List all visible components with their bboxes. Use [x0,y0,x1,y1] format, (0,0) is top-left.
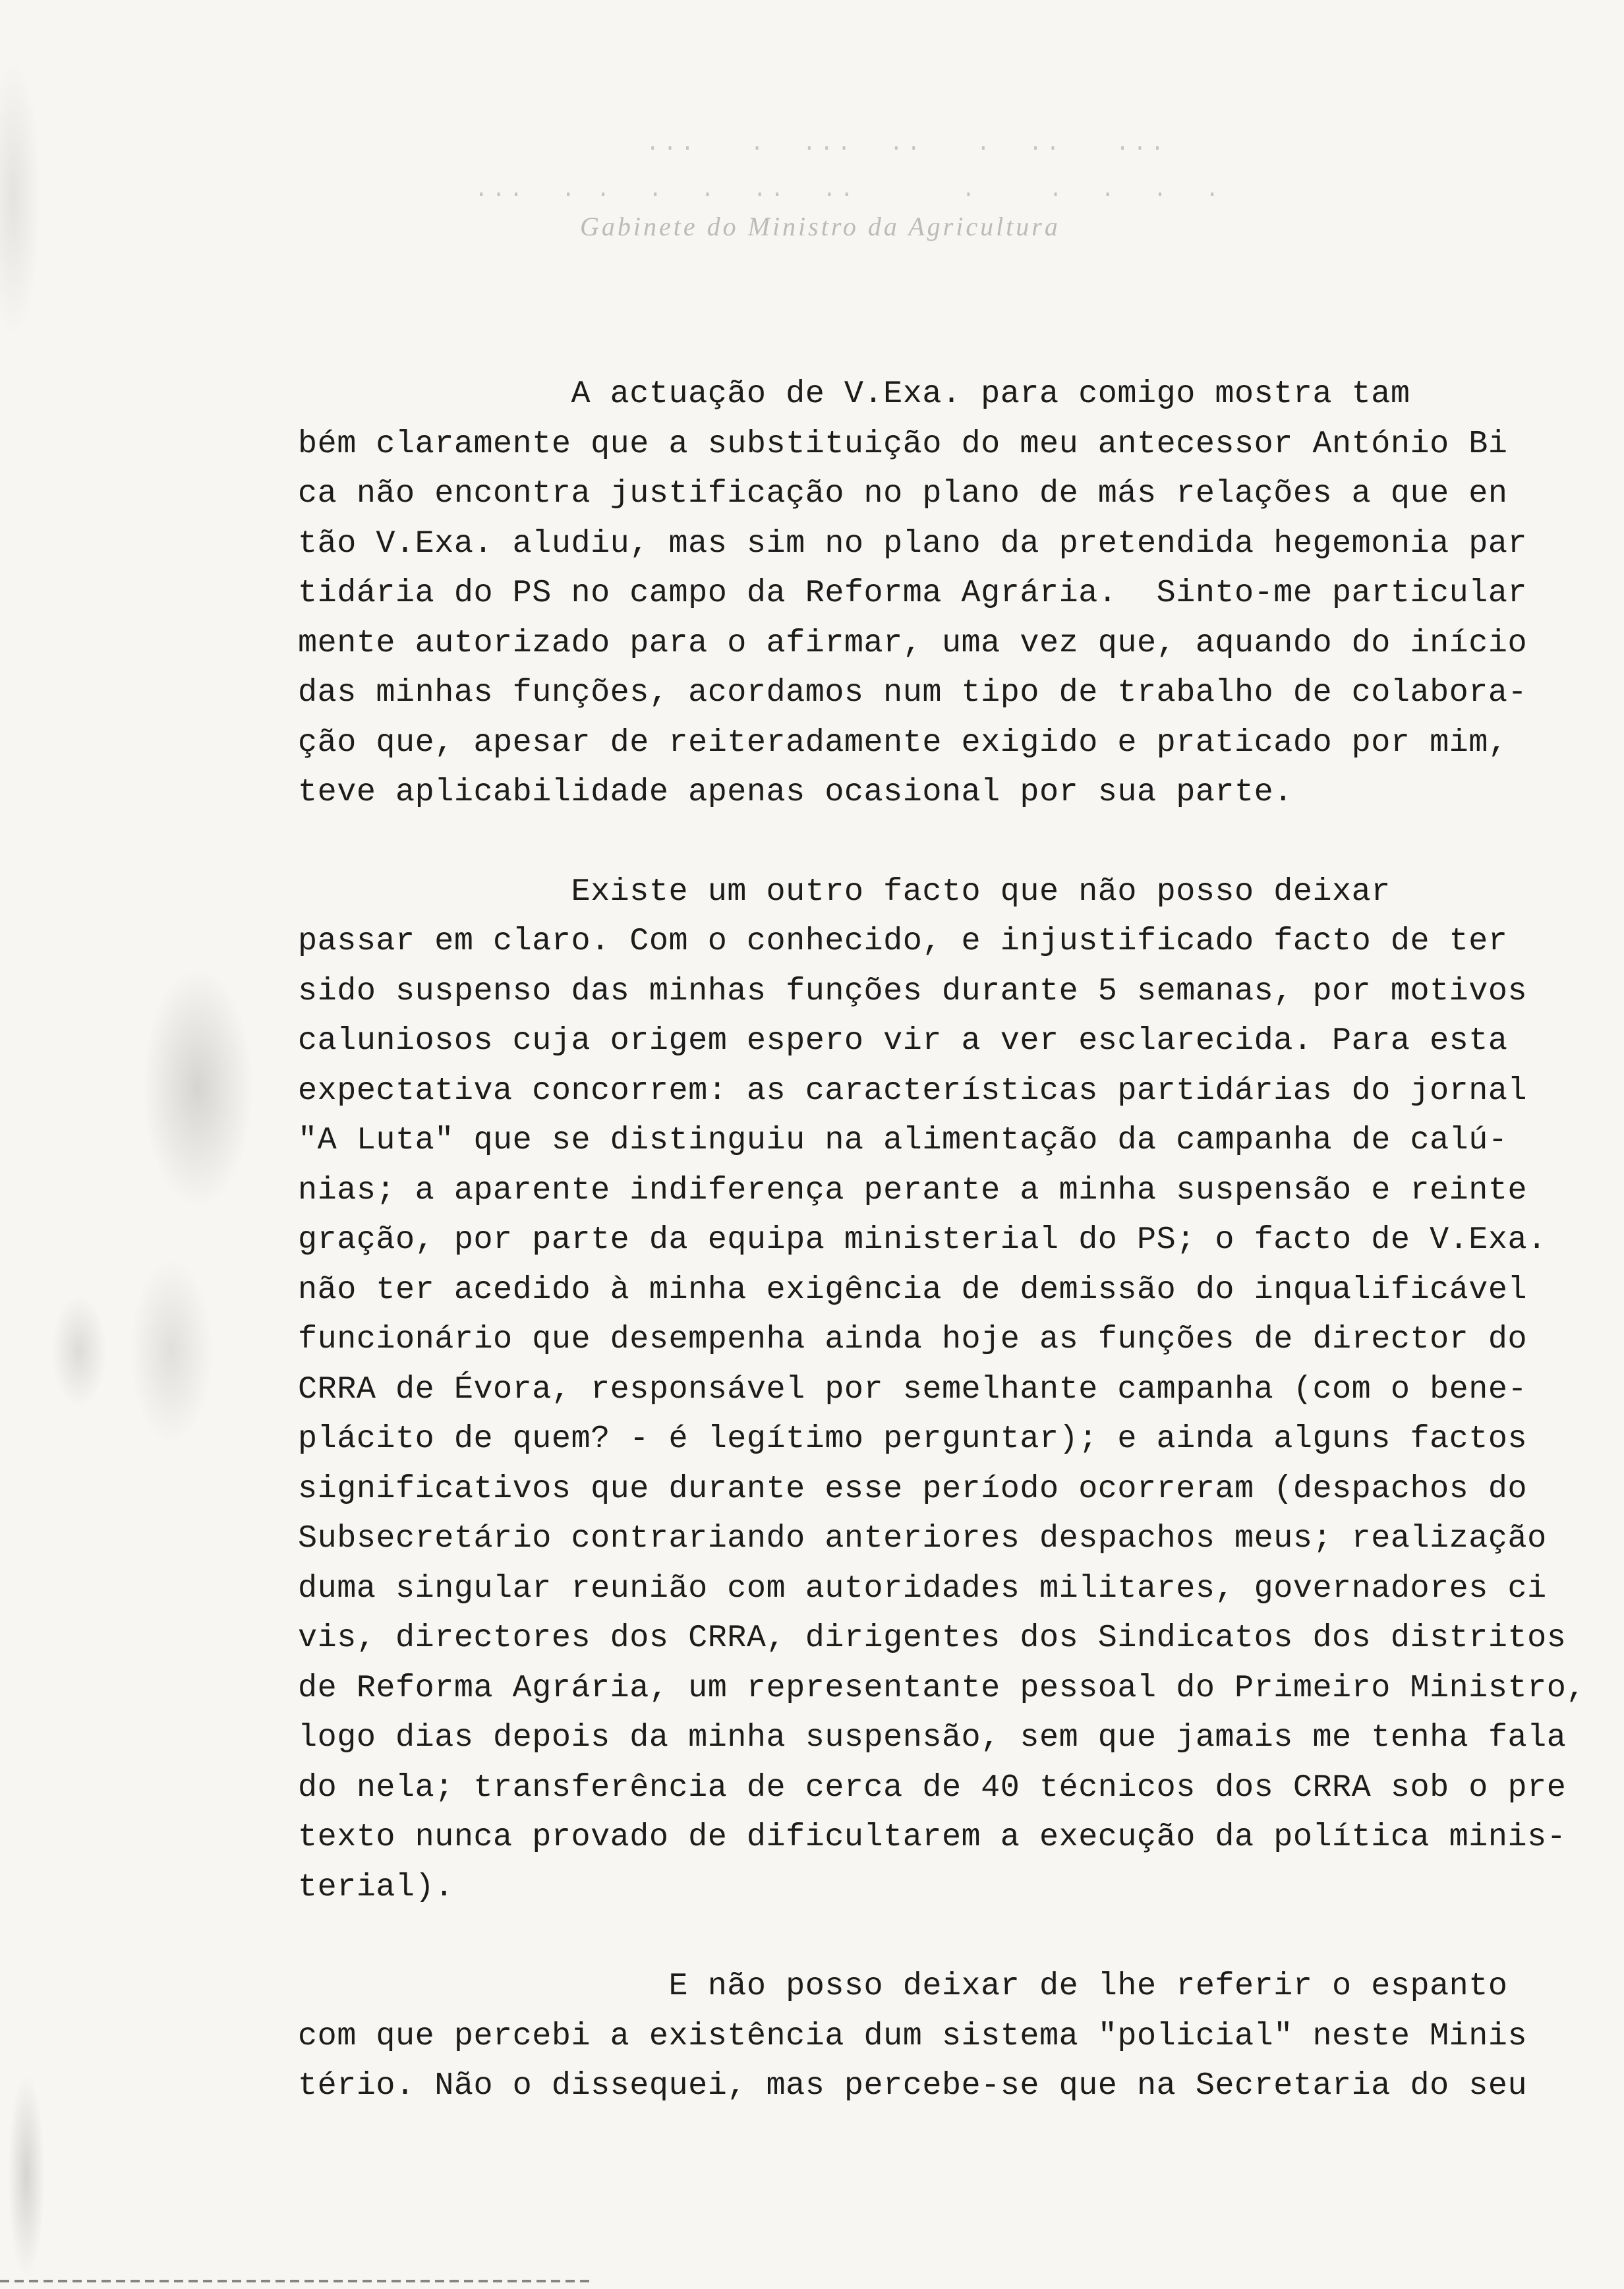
letter-body [298,369,1596,2111]
paragraph-3 [298,1961,1596,2111]
text-line: com que percebi a existência dum sistema "policial" neste Minis [298,2017,1528,2054]
photocopy-noise [0,0,277,2289]
text-line: E não posso deixar de lhe referir o espanto [298,1968,1508,2004]
text-line: gração, por parte da equipa ministerial do PS; o facto de V.Exa. [298,1222,1547,1258]
page-edge-artifact [0,2280,593,2282]
text-line: tério. Não o dissequei, mas percebe-se que na Secretaria do seu [298,2067,1528,2104]
text-line: tidária do PS no campo da Reforma Agrária. Sinto-me particular [298,575,1528,611]
text-line: funcionário que desempenha ainda hoje as funções de director do [298,1321,1528,1357]
text-line: plácito de quem? - é legítimo perguntar); e ainda alguns factos [298,1421,1528,1457]
text-line: das minhas funções, acordamos num tipo de trabalho de colabora- [298,674,1528,711]
paragraph-1 [298,369,1596,818]
text-line: terial). [298,1868,454,1905]
text-line: tão V.Exa. aludiu, mas sim no plano da pretendida hegemonia par [298,525,1528,562]
text-line: bém claramente que a substituição do meu antecessor António Bi [298,425,1508,462]
text-line: texto nunca provado de dificultarem a execução da política minis- [298,1819,1567,1855]
text-line: vis, directores dos CRRA, dirigentes dos Sindicatos dos distritos [298,1620,1567,1656]
text-line: do nela; transferência de cerca de 40 técnicos dos CRRA sob o pre [298,1769,1567,1806]
text-line: ca não encontra justificação no plano de más relações a que en [298,475,1508,512]
text-line: CRRA de Évora, responsável por semelhante campanha (com o bene- [298,1371,1528,1408]
text-line: nias; a aparente indiferença perante a minha suspensão e reinte [298,1172,1528,1208]
text-line: mente autorizado para o afirmar, uma vez que, aquando do início [298,624,1528,661]
text-line: significativos que durante esse período ocorreram (despachos do [298,1470,1528,1507]
letterhead-signature-line: Gabinete do Ministro da Agricultura [580,212,1060,241]
paragraph-2 [298,867,1596,1913]
text-line: duma singular reunião com autoridades militares, governadores ci [298,1570,1547,1607]
text-line: caluniosos cuja origem espero vir a ver esclarecida. Para esta [298,1023,1508,1059]
text-line: de Reforma Agrária, um representante pessoal do Primeiro Ministro, [298,1669,1586,1706]
text-line: logo dias depois da minha suspensão, sem que jamais me tenha fala [298,1719,1567,1756]
letterhead-line-2: ... . . . . .. .. . . . . . [475,178,1223,203]
text-line: teve aplicabilidade apenas ocasional por sua parte. [298,774,1293,810]
text-line: A actuação de V.Exa. para comigo mostra tam [298,376,1410,412]
text-line: sido suspenso das minhas funções durante 5 semanas, por motivos [298,972,1528,1009]
text-line: passar em claro. Com o conhecido, e injustificado facto de ter [298,923,1508,959]
text-line: Subsecretário contrariando anteriores despachos meus; realização [298,1520,1547,1557]
text-line: "A Luta" que se distinguiu na alimentação da campanha de calú- [298,1122,1508,1158]
text-line: ção que, apesar de reiteradamente exigido e praticado por mim, [298,724,1508,761]
text-line: não ter acedido à minha exigência de demissão do inqualificável [298,1271,1528,1308]
text-line: expectativa concorrem: as características partidárias do jornal [298,1072,1528,1109]
letterhead-line-1: ... . ... .. . .. ... [646,132,1169,157]
text-line: Existe um outro facto que não posso deixar [298,873,1391,910]
